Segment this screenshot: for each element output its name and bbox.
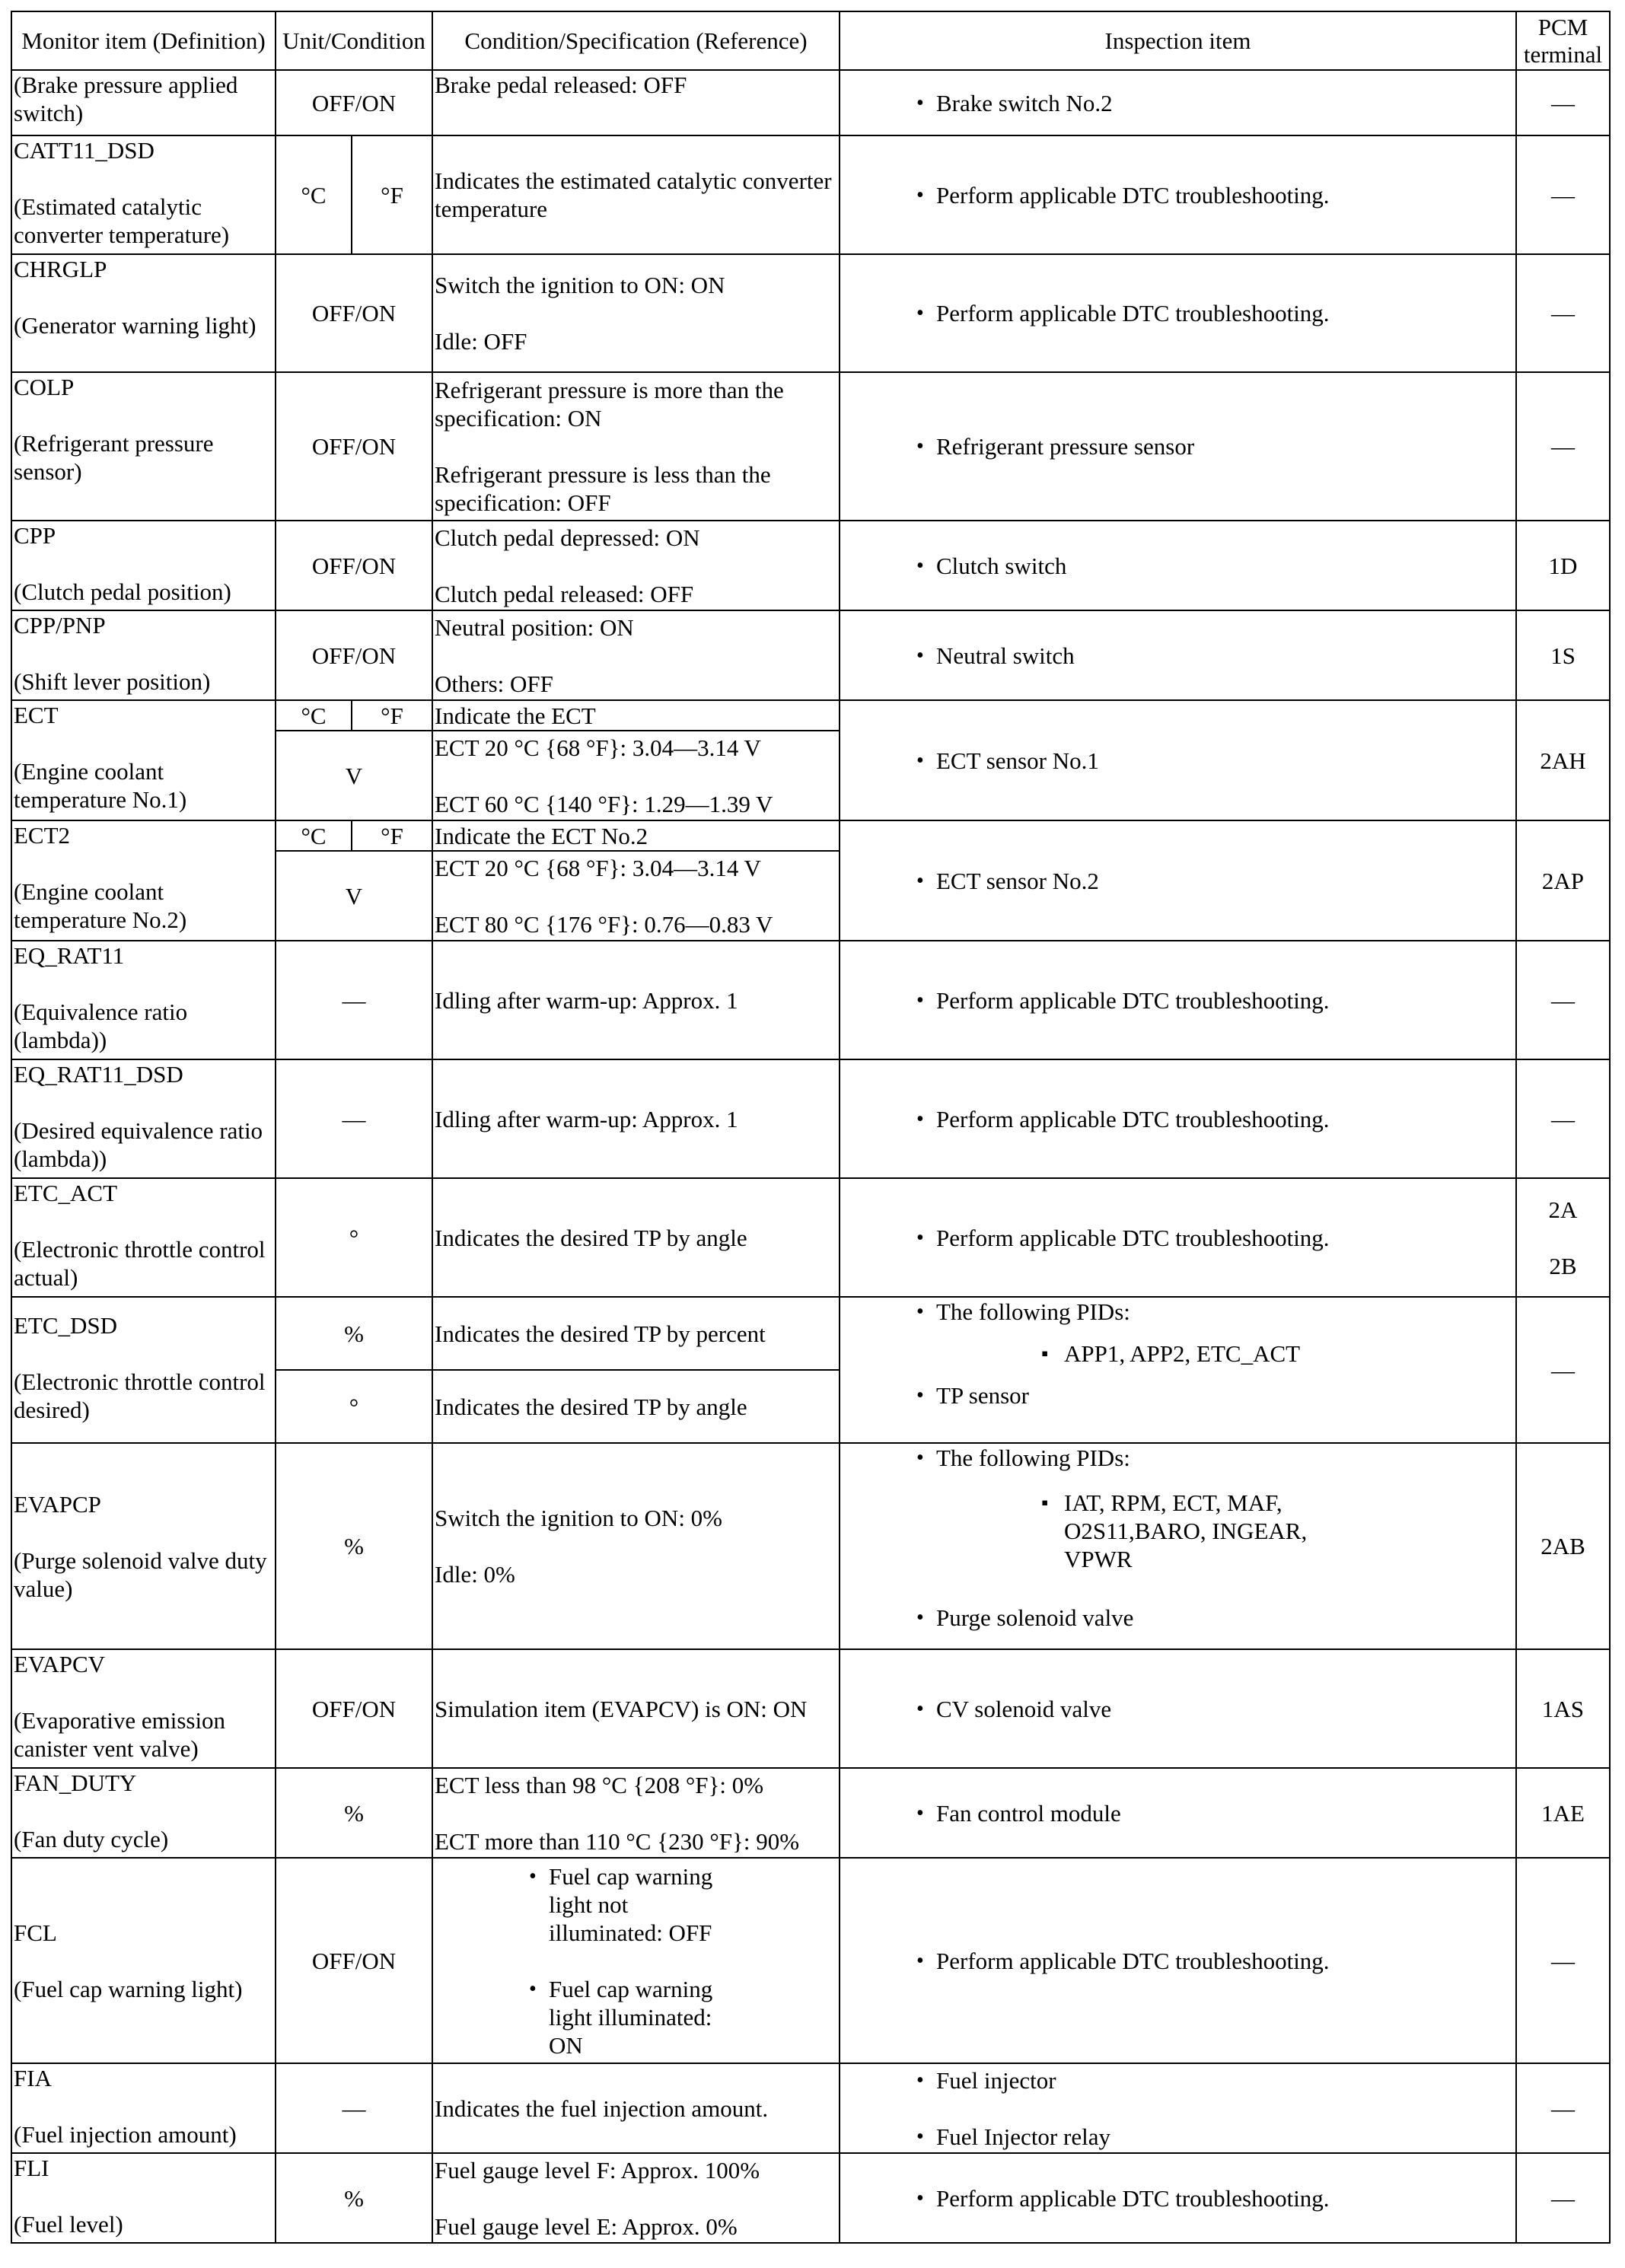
header-inspection-item: Inspection item xyxy=(840,11,1516,70)
condition-cell xyxy=(432,254,840,372)
monitor-code: CPP/PNP xyxy=(14,612,106,639)
monitor-item-cell xyxy=(11,1297,276,1443)
monitor-code: CPP xyxy=(14,522,56,549)
inspection-bullet: • Clutch switch xyxy=(936,552,1512,580)
monitor-definition: (Engine coolant temperature No.2) xyxy=(14,878,187,933)
condition-text: Neutral position: ON xyxy=(435,613,634,641)
monitor-item-cell xyxy=(11,1649,276,1768)
pcm-terminal-cell: — xyxy=(1516,70,1610,135)
monitor-code: FIA xyxy=(14,2065,52,2091)
inspection-bullet: • CV solenoid valve xyxy=(936,1695,1512,1723)
inspection-cell xyxy=(840,820,1516,941)
inspection-cell xyxy=(840,1858,1516,2063)
pcm-terminal-cell: 1D xyxy=(1516,521,1610,610)
pcm-terminal-cell: 1AE xyxy=(1516,1768,1610,1858)
table-row xyxy=(11,700,1610,731)
condition-text: ECT 20 °C {68 °F}: 3.04—3.14 V xyxy=(435,734,761,761)
inspection-bullet: • The following PIDs: xyxy=(936,1444,1512,1472)
header-row xyxy=(11,11,1610,70)
unit-cell: — xyxy=(276,2063,432,2153)
pcm-terminal-b: 2B xyxy=(1549,1252,1577,1279)
inspection-bullet: • Perform applicable DTC troubleshooting. xyxy=(936,1947,1512,1975)
condition-text: Refrigerant pressure is more than the specification: ON xyxy=(435,377,784,432)
monitor-definition: (Evaporative emission canister vent valve) xyxy=(14,1707,226,1762)
monitor-code: FAN_DUTY xyxy=(14,1769,137,1796)
inspection-cell xyxy=(840,941,1516,1059)
inspection-bullet: • Perform applicable DTC troubleshooting. xyxy=(936,1105,1512,1133)
table-row xyxy=(11,820,1610,851)
condition-cell: Indicates the desired TP by angle xyxy=(432,1178,840,1297)
pcm-terminal-cell: — xyxy=(1516,372,1610,521)
pcm-terminal-cell: — xyxy=(1516,2063,1610,2153)
inspection-cell xyxy=(840,2153,1516,2243)
condition-cell: Indicates the desired TP by percent xyxy=(432,1297,840,1370)
unit-cell: OFF/ON xyxy=(276,254,432,372)
monitor-code: ECT xyxy=(14,702,59,728)
table-row xyxy=(11,1443,1610,1649)
table-row xyxy=(11,1649,1610,1768)
monitor-item-cell xyxy=(11,1768,276,1858)
inspection-bullet: • Fan control module xyxy=(936,1799,1512,1827)
monitor-code: EQ_RAT11 xyxy=(14,942,125,969)
condition-cell xyxy=(432,372,840,521)
unit-cell: % xyxy=(276,1768,432,1858)
pcm-terminal-cell: — xyxy=(1516,1059,1610,1178)
condition-cell xyxy=(432,521,840,610)
inspection-bullet: • Perform applicable DTC troubleshooting. xyxy=(936,2184,1512,2212)
unit-celsius-cell: °C xyxy=(276,135,352,254)
unit-celsius-cell: °C xyxy=(276,820,352,851)
pcm-terminal-cell: 2AH xyxy=(1516,700,1610,820)
monitor-item-cell xyxy=(11,2153,276,2243)
pcm-terminal-cell: — xyxy=(1516,135,1610,254)
condition-cell: Idling after warm-up: Approx. 1 xyxy=(432,941,840,1059)
condition-text: ECT 80 °C {176 °F}: 0.76—0.83 V xyxy=(435,910,773,938)
unit-cell: — xyxy=(276,941,432,1059)
pcm-terminal-cell: 2AP xyxy=(1516,820,1610,941)
inspection-bullet: • Perform applicable DTC troubleshooting. xyxy=(936,181,1512,209)
condition-cell: Indicate the ECT No.2 xyxy=(432,820,840,851)
condition-cell: Idling after warm-up: Approx. 1 xyxy=(432,1059,840,1178)
table-row xyxy=(11,1059,1610,1178)
inspection-cell xyxy=(840,254,1516,372)
monitor-item-cell xyxy=(11,1858,276,2063)
inspection-bullet: • Perform applicable DTC troubleshooting. xyxy=(936,1224,1512,1252)
inspection-bullet: • The following PIDs: xyxy=(936,1298,1512,1326)
monitor-item-cell xyxy=(11,700,276,820)
condition-cell: Indicates the desired TP by angle xyxy=(432,1370,840,1443)
pcm-terminal-cell xyxy=(1516,1178,1610,1297)
unit-cell: OFF/ON xyxy=(276,610,432,700)
inspection-bullet: • Neutral switch xyxy=(936,642,1512,670)
condition-text: Idle: 0% xyxy=(435,1561,515,1588)
table-row xyxy=(11,254,1610,372)
monitor-definition: (Engine coolant temperature No.1) xyxy=(14,758,187,813)
unit-cell: OFF/ON xyxy=(276,1649,432,1768)
table-row xyxy=(11,2063,1610,2153)
monitor-code: ECT2 xyxy=(14,822,71,849)
inspection-cell xyxy=(840,1768,1516,1858)
monitor-item-cell xyxy=(11,941,276,1059)
condition-text: Idle: OFF xyxy=(435,328,527,355)
condition-bullet: • Fuel cap warning light illuminated: ON xyxy=(549,1975,739,2059)
condition-cell: Indicate the ECT xyxy=(432,700,840,731)
condition-bullet: • Fuel cap warning light not illuminated: OFF xyxy=(549,1862,739,1947)
monitor-code: CATT11_DSD xyxy=(14,137,155,164)
monitor-item-cell xyxy=(11,610,276,700)
condition-text: Others: OFF xyxy=(435,670,553,697)
inspection-cell xyxy=(840,521,1516,610)
monitor-definition: (Clutch pedal position) xyxy=(14,578,231,605)
monitor-item-cell xyxy=(11,521,276,610)
inspection-sub-bullet: ▪ APP1, APP2, ETC_ACT xyxy=(1064,1339,1512,1368)
monitor-item-cell xyxy=(11,820,276,941)
unit-cell: % xyxy=(276,1443,432,1649)
inspection-bullet: • Purge solenoid valve xyxy=(936,1604,1512,1632)
pcm-terminal-cell: 1S xyxy=(1516,610,1610,700)
table-row xyxy=(11,1178,1610,1297)
condition-cell xyxy=(432,851,840,941)
pcm-terminal-cell: — xyxy=(1516,1858,1610,2063)
inspection-bullet: • Fuel Injector relay xyxy=(936,2123,1512,2151)
inspection-cell xyxy=(840,2063,1516,2153)
unit-fahrenheit-cell: °F xyxy=(352,135,432,254)
inspection-bullet: • Brake switch No.2 xyxy=(936,89,1512,117)
inspection-cell xyxy=(840,1443,1516,1649)
monitor-code: EVAPCP xyxy=(14,1490,101,1518)
pcm-terminal-cell: — xyxy=(1516,254,1610,372)
header-monitor-item: Monitor item (Definition) xyxy=(11,11,276,70)
monitor-item-cell xyxy=(11,2063,276,2153)
condition-cell: Simulation item (EVAPCV) is ON: ON xyxy=(432,1649,840,1768)
monitor-code: COLP xyxy=(14,374,75,400)
condition-text: ECT less than 98 °C {208 °F}: 0% xyxy=(435,1771,764,1798)
inspection-cell xyxy=(840,1059,1516,1178)
table-row xyxy=(11,372,1610,521)
unit-cell: — xyxy=(276,1059,432,1178)
pcm-terminal-cell: — xyxy=(1516,1297,1610,1443)
unit-fahrenheit-cell: °F xyxy=(352,700,432,731)
condition-text: ECT 60 °C {140 °F}: 1.29—1.39 V xyxy=(435,790,773,817)
inspection-cell xyxy=(840,1297,1516,1443)
pcm-terminal-cell: — xyxy=(1516,2153,1610,2243)
monitor-definition: (Fuel level) xyxy=(14,2211,123,2238)
unit-fahrenheit-cell: °F xyxy=(352,820,432,851)
condition-text: Clutch pedal depressed: ON xyxy=(435,524,700,551)
monitor-definition: (Desired equivalence ratio (lambda)) xyxy=(14,1117,263,1172)
monitor-item-cell xyxy=(11,1443,276,1649)
unit-celsius-cell: °C xyxy=(276,700,352,731)
monitor-item-cell xyxy=(11,70,276,135)
inspection-sub-bullet: ▪ IAT, RPM, ECT, MAF, O2S11,BARO, INGEAR, VPWR xyxy=(1064,1489,1369,1573)
condition-cell xyxy=(432,1443,840,1649)
unit-cell: OFF/ON xyxy=(276,372,432,521)
monitor-item-cell xyxy=(11,1178,276,1297)
monitor-code: ETC_ACT xyxy=(14,1180,118,1206)
pcm-terminal-cell: 1AS xyxy=(1516,1649,1610,1768)
unit-cell: % xyxy=(276,2153,432,2243)
unit-volt-cell: V xyxy=(276,731,432,820)
inspection-cell xyxy=(840,1649,1516,1768)
inspection-cell xyxy=(840,610,1516,700)
monitor-definition: (Generator warning light) xyxy=(14,312,256,339)
table-row xyxy=(11,941,1610,1059)
table-row xyxy=(11,1297,1610,1370)
condition-cell: Indicates the fuel injection amount. xyxy=(432,2063,840,2153)
monitor-table xyxy=(11,11,1611,2244)
condition-text: Indicates the estimated catalytic converter temperature xyxy=(435,167,832,222)
condition-text: Brake pedal released: OFF xyxy=(435,72,687,98)
condition-text: ECT 20 °C {68 °F}: 3.04—3.14 V xyxy=(435,854,761,881)
condition-cell xyxy=(432,731,840,820)
inspection-bullet: • TP sensor xyxy=(936,1381,1512,1410)
header-condition-spec: Condition/Specification (Reference) xyxy=(432,11,840,70)
inspection-bullet: • ECT sensor No.2 xyxy=(936,867,1512,895)
inspection-cell xyxy=(840,1178,1516,1297)
monitor-code: FLI xyxy=(14,2155,49,2181)
monitor-code: EVAPCV xyxy=(14,1651,106,1677)
monitor-definition: (Fan duty cycle) xyxy=(14,1826,169,1852)
unit-cell: OFF/ON xyxy=(276,1858,432,2063)
monitor-definition: (Purge solenoid valve duty value) xyxy=(14,1547,267,1602)
inspection-bullet: • Perform applicable DTC troubleshooting. xyxy=(936,986,1512,1015)
table-row xyxy=(11,1768,1610,1858)
table-row xyxy=(11,135,1610,254)
condition-cell xyxy=(432,610,840,700)
monitor-item-cell xyxy=(11,1059,276,1178)
unit-degree-cell: ° xyxy=(276,1370,432,1443)
condition-text: Fuel gauge level F: Approx. 100% xyxy=(435,2156,760,2184)
pcm-terminal-cell: — xyxy=(1516,941,1610,1059)
monitor-definition: (Estimated catalytic converter temperature) xyxy=(14,193,230,248)
monitor-definition: (Refrigerant pressure sensor) xyxy=(14,430,214,485)
header-pcm-terminal: PCM terminal xyxy=(1516,11,1610,70)
inspection-cell xyxy=(840,135,1516,254)
condition-cell xyxy=(432,1858,840,2063)
monitor-code: FCL xyxy=(14,1919,57,1946)
condition-text: Fuel gauge level E: Approx. 0% xyxy=(435,2212,738,2240)
monitor-code: EQ_RAT11_DSD xyxy=(14,1061,183,1088)
monitor-definition: (Equivalence ratio (lambda)) xyxy=(14,999,188,1053)
inspection-cell xyxy=(840,70,1516,135)
inspection-cell xyxy=(840,700,1516,820)
condition-text: Refrigerant pressure is less than the specification: OFF xyxy=(435,461,771,516)
monitor-definition: (Brake pressure applied switch) xyxy=(14,72,238,126)
monitor-definition: (Electronic throttle control actual) xyxy=(14,1236,266,1291)
inspection-bullet: • ECT sensor No.1 xyxy=(936,747,1512,775)
condition-text: Clutch pedal released: OFF xyxy=(435,580,694,607)
table-row xyxy=(11,70,1610,135)
table-row xyxy=(11,521,1610,610)
unit-percent-cell: % xyxy=(276,1297,432,1370)
condition-text: Switch the ignition to ON: 0% xyxy=(435,1505,723,1531)
unit-cell: ° xyxy=(276,1178,432,1297)
condition-text: ECT more than 110 °C {230 °F}: 90% xyxy=(435,1827,800,1855)
monitor-code: CHRGLP xyxy=(14,256,107,282)
monitor-item-cell xyxy=(11,135,276,254)
inspection-cell xyxy=(840,372,1516,521)
condition-cell xyxy=(432,135,840,254)
monitor-item-cell xyxy=(11,254,276,372)
monitor-item-cell xyxy=(11,372,276,521)
monitor-definition: (Electronic throttle control desired) xyxy=(14,1368,266,1423)
inspection-bullet: • Refrigerant pressure sensor xyxy=(936,432,1512,460)
monitor-definition: (Fuel cap warning light) xyxy=(14,1975,243,2002)
table-row xyxy=(11,1858,1610,2063)
pcm-terminal-cell: 2AB xyxy=(1516,1443,1610,1649)
table-row xyxy=(11,610,1610,700)
condition-cell xyxy=(432,1768,840,1858)
monitor-definition: (Fuel injection amount) xyxy=(14,2121,237,2148)
inspection-bullet: • Perform applicable DTC troubleshooting. xyxy=(936,299,1512,327)
inspection-bullet: • Fuel injector xyxy=(936,2066,1512,2094)
monitor-definition: (Shift lever position) xyxy=(14,668,211,695)
header-unit-condition: Unit/Condition xyxy=(276,11,432,70)
table-row xyxy=(11,2153,1610,2243)
condition-cell xyxy=(432,70,840,135)
pcm-terminal-a: 2A xyxy=(1548,1196,1578,1223)
unit-volt-cell: V xyxy=(276,851,432,941)
condition-text: Switch the ignition to ON: ON xyxy=(435,272,725,298)
unit-cell: OFF/ON xyxy=(276,70,432,135)
monitor-code: ETC_DSD xyxy=(14,1312,118,1339)
condition-cell xyxy=(432,2153,840,2243)
unit-cell: OFF/ON xyxy=(276,521,432,610)
